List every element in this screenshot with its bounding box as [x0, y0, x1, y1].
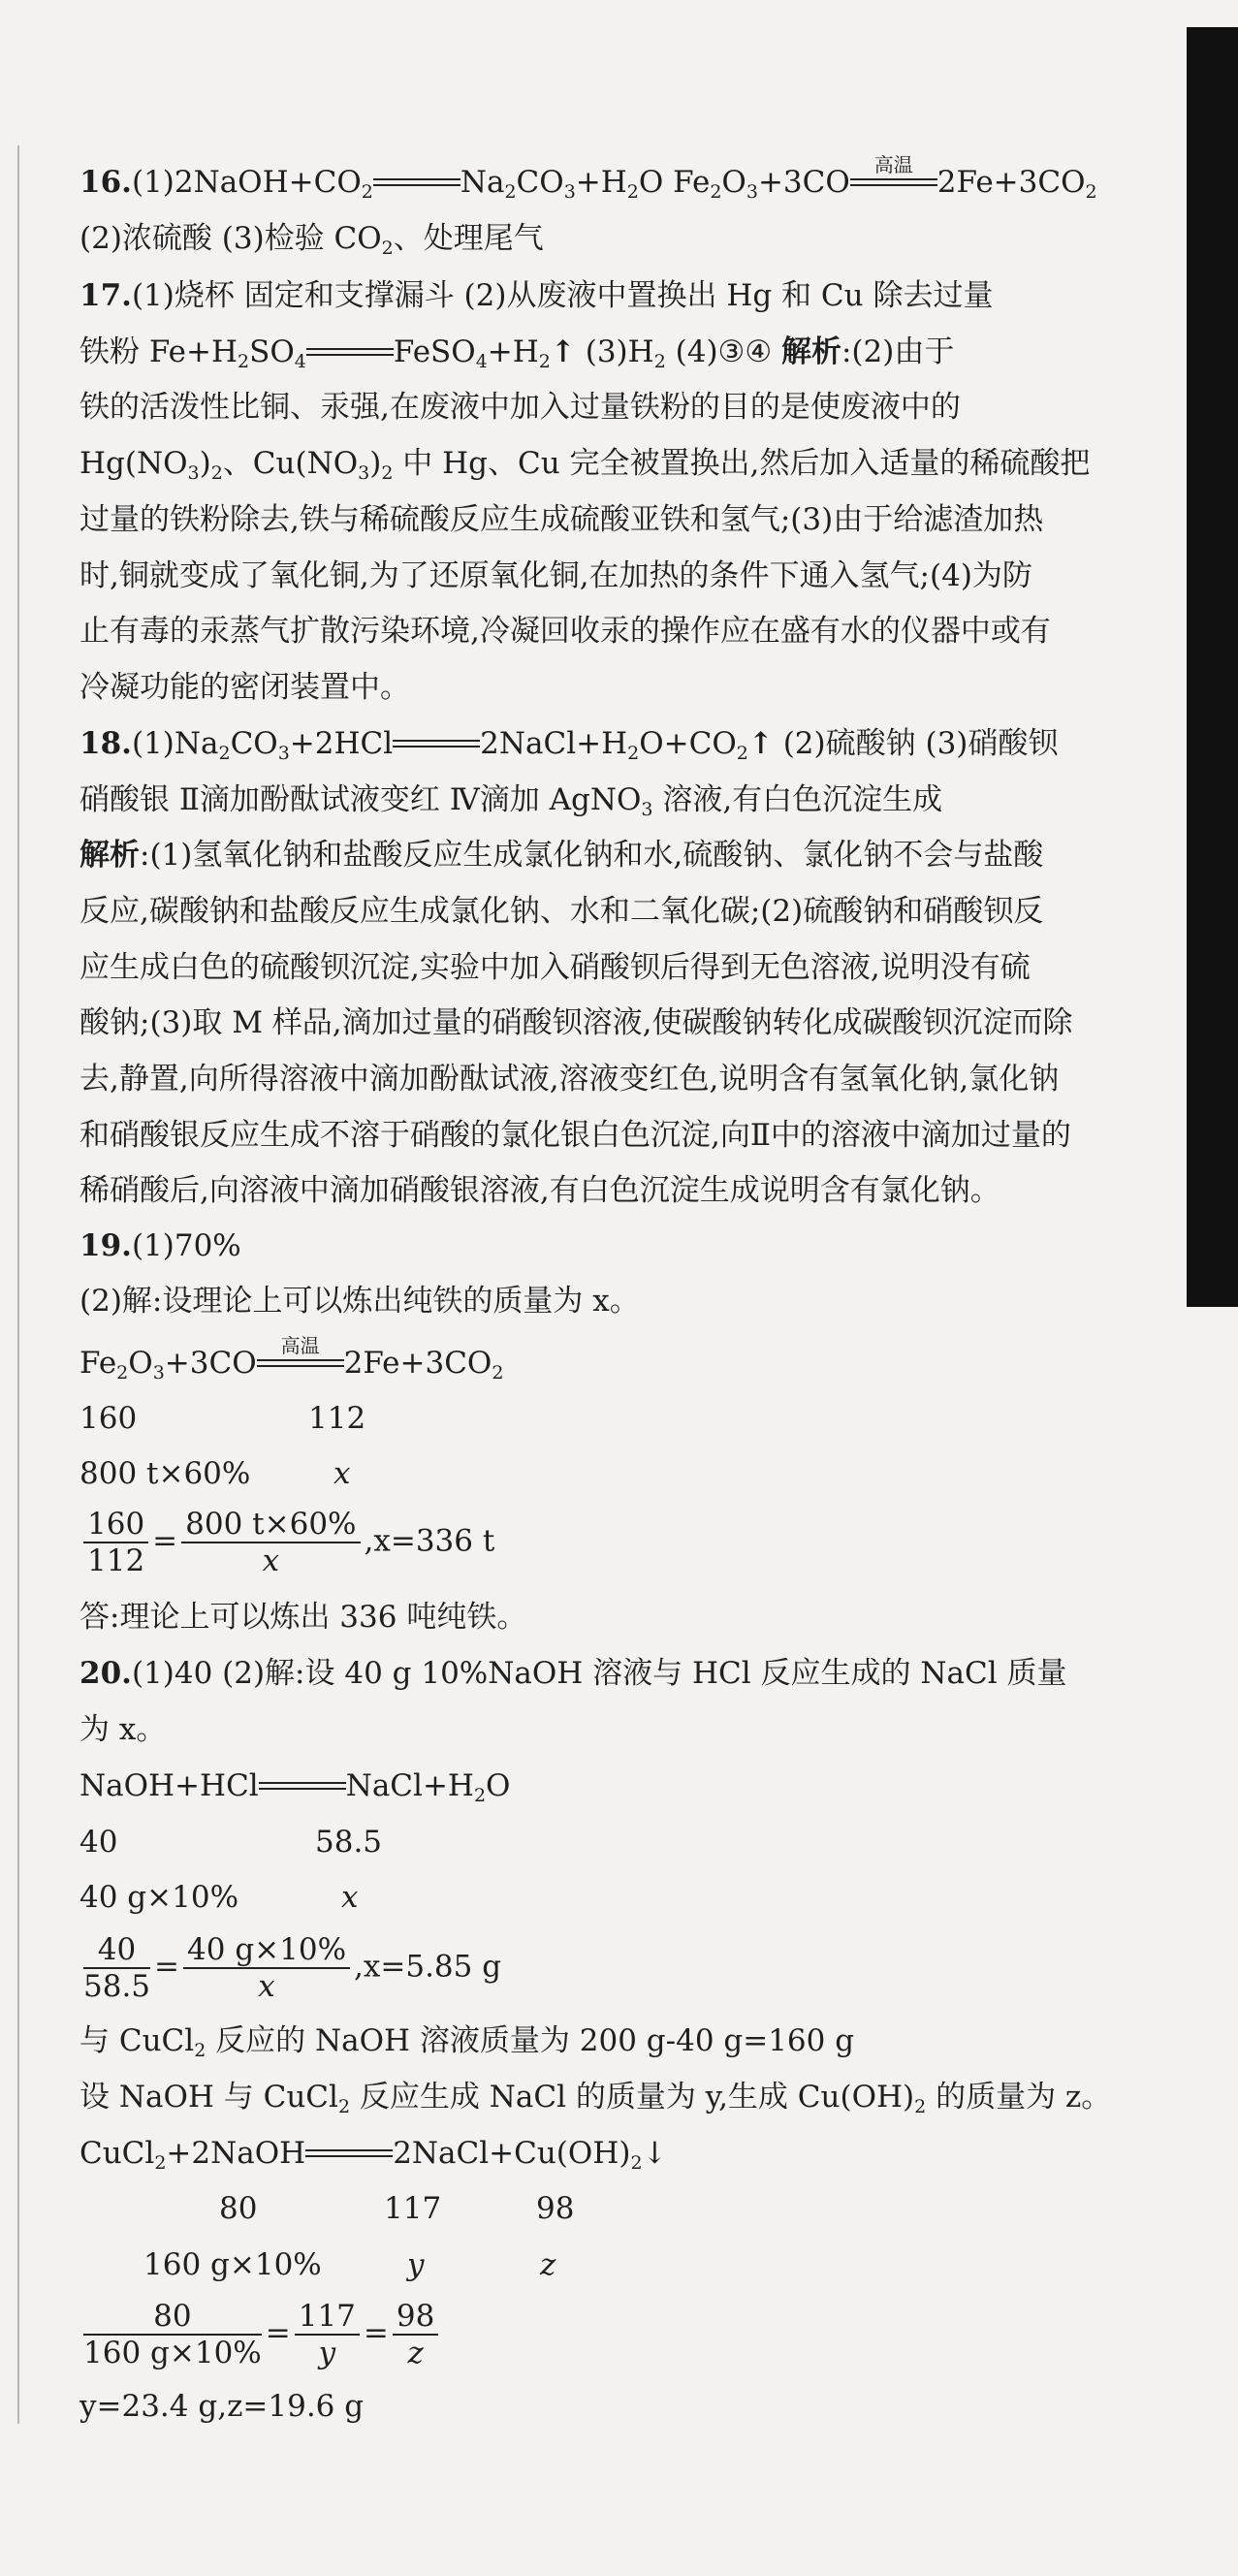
q19-line2: (2)解:设理论上可以炼出纯铁的质量为 x。 [79, 1284, 640, 1319]
gas-arrow-icon [551, 334, 576, 369]
q19-proportion: $\frac{160}{112}$ = $\frac{800 t\times 60\%}{x}$ ,x=336 t [79, 1507, 494, 1578]
q20-given-row2-a: 160 g×10% [143, 2247, 322, 2282]
q17-line3: 铁的活泼性比铜、汞强,在废液中加入过量铁粉的目的是使废液中的 [79, 390, 961, 425]
equation-arrow [305, 2146, 393, 2165]
equation-arrow-heat: 高温 [257, 1355, 344, 1375]
q20-given-row1: 40 g×10% [79, 1880, 239, 1915]
q19-given-row: 800 t×60% [79, 1456, 251, 1491]
fraction: $\frac{800 t\times 60\%}{x}$ [181, 1507, 360, 1578]
q20-given-row1-2: x [341, 1880, 359, 1915]
fraction: $\frac{40 g\times 10\%}{x}$ [183, 1932, 350, 2004]
q18-line1: $18.(1)Na_2CO_3+2HCl$ $2NaCl+H_2O+CO_2$ ↑ (2)硫酸钠 (3)硝酸钡 [79, 724, 1058, 763]
q18-line8: 和硝酸银反应生成不溶于硝酸的氯化银白色沉淀,向Ⅱ中的溶液中滴加过量的 [79, 1118, 1071, 1153]
q20-line3: 与 CuCl$_2$ 反应的 NaOH 溶液质量为 200 g-40 g=160 g [79, 2023, 855, 2061]
equation-arrow [306, 344, 394, 364]
precipitate-arrow-icon: ↓ [642, 2136, 668, 2171]
fraction: $\frac{117}{y}$ [295, 2299, 360, 2370]
q16-line1: $16.(1)2NaOH+CO_2$ $Na_2CO_3+H_2O$ $Fe_2O_3+3CO$ 高温 $2Fe+3CO_2$ [79, 152, 1097, 203]
equation-arrow [373, 175, 460, 194]
q19-mass-row-2: 112 [308, 1401, 366, 1436]
equation-arrow-heat: 高温 [850, 175, 937, 194]
q18-line3: 解析:(1)氢氧化钠和盐酸反应生成氯化钠和水,硫酸钠、氯化钠不会与盐酸 [79, 838, 1044, 873]
equation-arrow [393, 736, 480, 755]
q20-proportion2: $\frac{80}{160 g\times 10\%}$ = $\frac{117}{y}$ = $\frac{98}{z}$ [79, 2299, 442, 2370]
q20-mass-row2-b: 117 [384, 2191, 442, 2226]
q17-line7: 止有毒的汞蒸气扩散污染环境,冷凝回收汞的操作应在盛有水的仪器中或有 [79, 614, 1051, 649]
q20-result: y=23.4 g,z=19.6 g [79, 2389, 365, 2424]
q20-mass-row2-a: 80 [219, 2191, 258, 2226]
fraction: $\frac{40}{58.5}$ [83, 1932, 151, 2004]
q19-mass-row: 160 [79, 1401, 138, 1436]
q18-line9: 稀硝酸后,向溶液中滴加硝酸银溶液,有白色沉淀生成说明含有氯化钠。 [79, 1173, 1000, 1208]
q16-line2: (2)浓硫酸 (3)检验 $CO_2$、处理尾气 [79, 221, 544, 259]
q17-line1: 17.(1)烧杯 固定和支撑漏斗 (2)从废液中置换出 Hg 和 Cu 除去过量 [79, 278, 994, 313]
q19-given-row-2: x [333, 1456, 351, 1491]
fraction: $\frac{98}{z}$ [393, 2299, 438, 2370]
fraction: $\frac{160}{112}$ [83, 1507, 148, 1578]
q17-line8: 冷凝功能的密闭装置中。 [79, 670, 410, 705]
q18-line7: 去,静置,向所得溶液中滴加酚酞试液,溶液变红色,说明含有氢氧化钠,氯化钠 [79, 1062, 1060, 1097]
q17-line6: 时,铜就变成了氧化铜,为了还原氧化铜,在加热的条件下通入氢气;(4)为防 [79, 558, 1032, 593]
scan-dark-edge [1187, 27, 1238, 1307]
q17-line4: $Hg(NO_3)_2$、$Cu(NO_3)_2$ 中 Hg、Cu 完全被置换出,然后加入适量的稀硫酸把 [79, 446, 1091, 484]
q20-given-row2-c: z [540, 2247, 556, 2282]
q18-line4: 反应,碳酸钠和盐酸反应生成氯化钠、水和二氧化碳;(2)硫酸钠和硝酸钡反 [79, 894, 1044, 929]
q17-line5: 过量的铁粉除去,铁与稀硫酸反应生成硫酸亚铁和氢气;(3)由于给滤渣加热 [79, 502, 1044, 537]
q17-line2: 铁粉 $Fe+H_2SO_4$ $FeSO_4+H_2$ ↑ $(3)H_2$ (4)③④ 解析:(2)由于 [79, 333, 954, 371]
q20-proportion1: $\frac{40}{58.5}$ = $\frac{40 g\times 10\%}{x}$ ,x=5.85 g [83, 1932, 502, 2004]
q20-mass-row1: 40 [79, 1825, 118, 1860]
q18-line2: 硝酸银 Ⅱ滴加酚酞试液变红 Ⅳ滴加 AgNO$_3$ 溶液,有白色沉淀生成 [79, 782, 943, 820]
fraction: $\frac{80}{160 g\times 10\%}$ [83, 2299, 262, 2370]
margin-line [17, 145, 19, 2424]
q18-line6: 酸钠;(3)取 M 样品,滴加过量的硝酸钡溶液,使碳酸钠转化成碳酸钡沉淀而除 [79, 1005, 1073, 1040]
q20-given-row2-b: y [407, 2247, 425, 2282]
q20-equation2: CuCl$_2$+2NaOH $2NaCl+Cu(OH)_2↓$ [79, 2136, 668, 2174]
q19-equation: $Fe_2O_3+3CO$ 高温 $2Fe+3CO_2$ [79, 1333, 504, 1383]
q20-mass-row1-2: 58.5 [315, 1825, 383, 1860]
q20-line2: 为 x。 [79, 1712, 167, 1747]
q20-mass-row2-c: 98 [536, 2191, 575, 2226]
q20-equation1: NaOH+HCl $NaCl+H_2O$ [79, 1768, 511, 1806]
q20-line4: 设 NaOH 与 CuCl$_2$ 反应生成 NaCl 的质量为 y,生成 $Cu(OH)_2$ 的质量为 z。 [79, 2080, 1112, 2117]
q18-line5: 应生成白色的硫酸钡沉淀,实验中加入硝酸钡后得到无色溶液,说明没有硫 [79, 950, 1031, 985]
gas-arrow-icon [748, 726, 774, 761]
q20-line1: 20.(1)40 (2)解:设 40 g 10%NaOH 溶液与 HCl 反应生成的 NaCl 质量 [79, 1656, 1067, 1691]
q19-line1: 19.(1)70% [79, 1228, 241, 1263]
equation-arrow [259, 1778, 346, 1797]
q19-answer: 答:理论上可以炼出 336 吨纯铁。 [79, 1600, 527, 1635]
